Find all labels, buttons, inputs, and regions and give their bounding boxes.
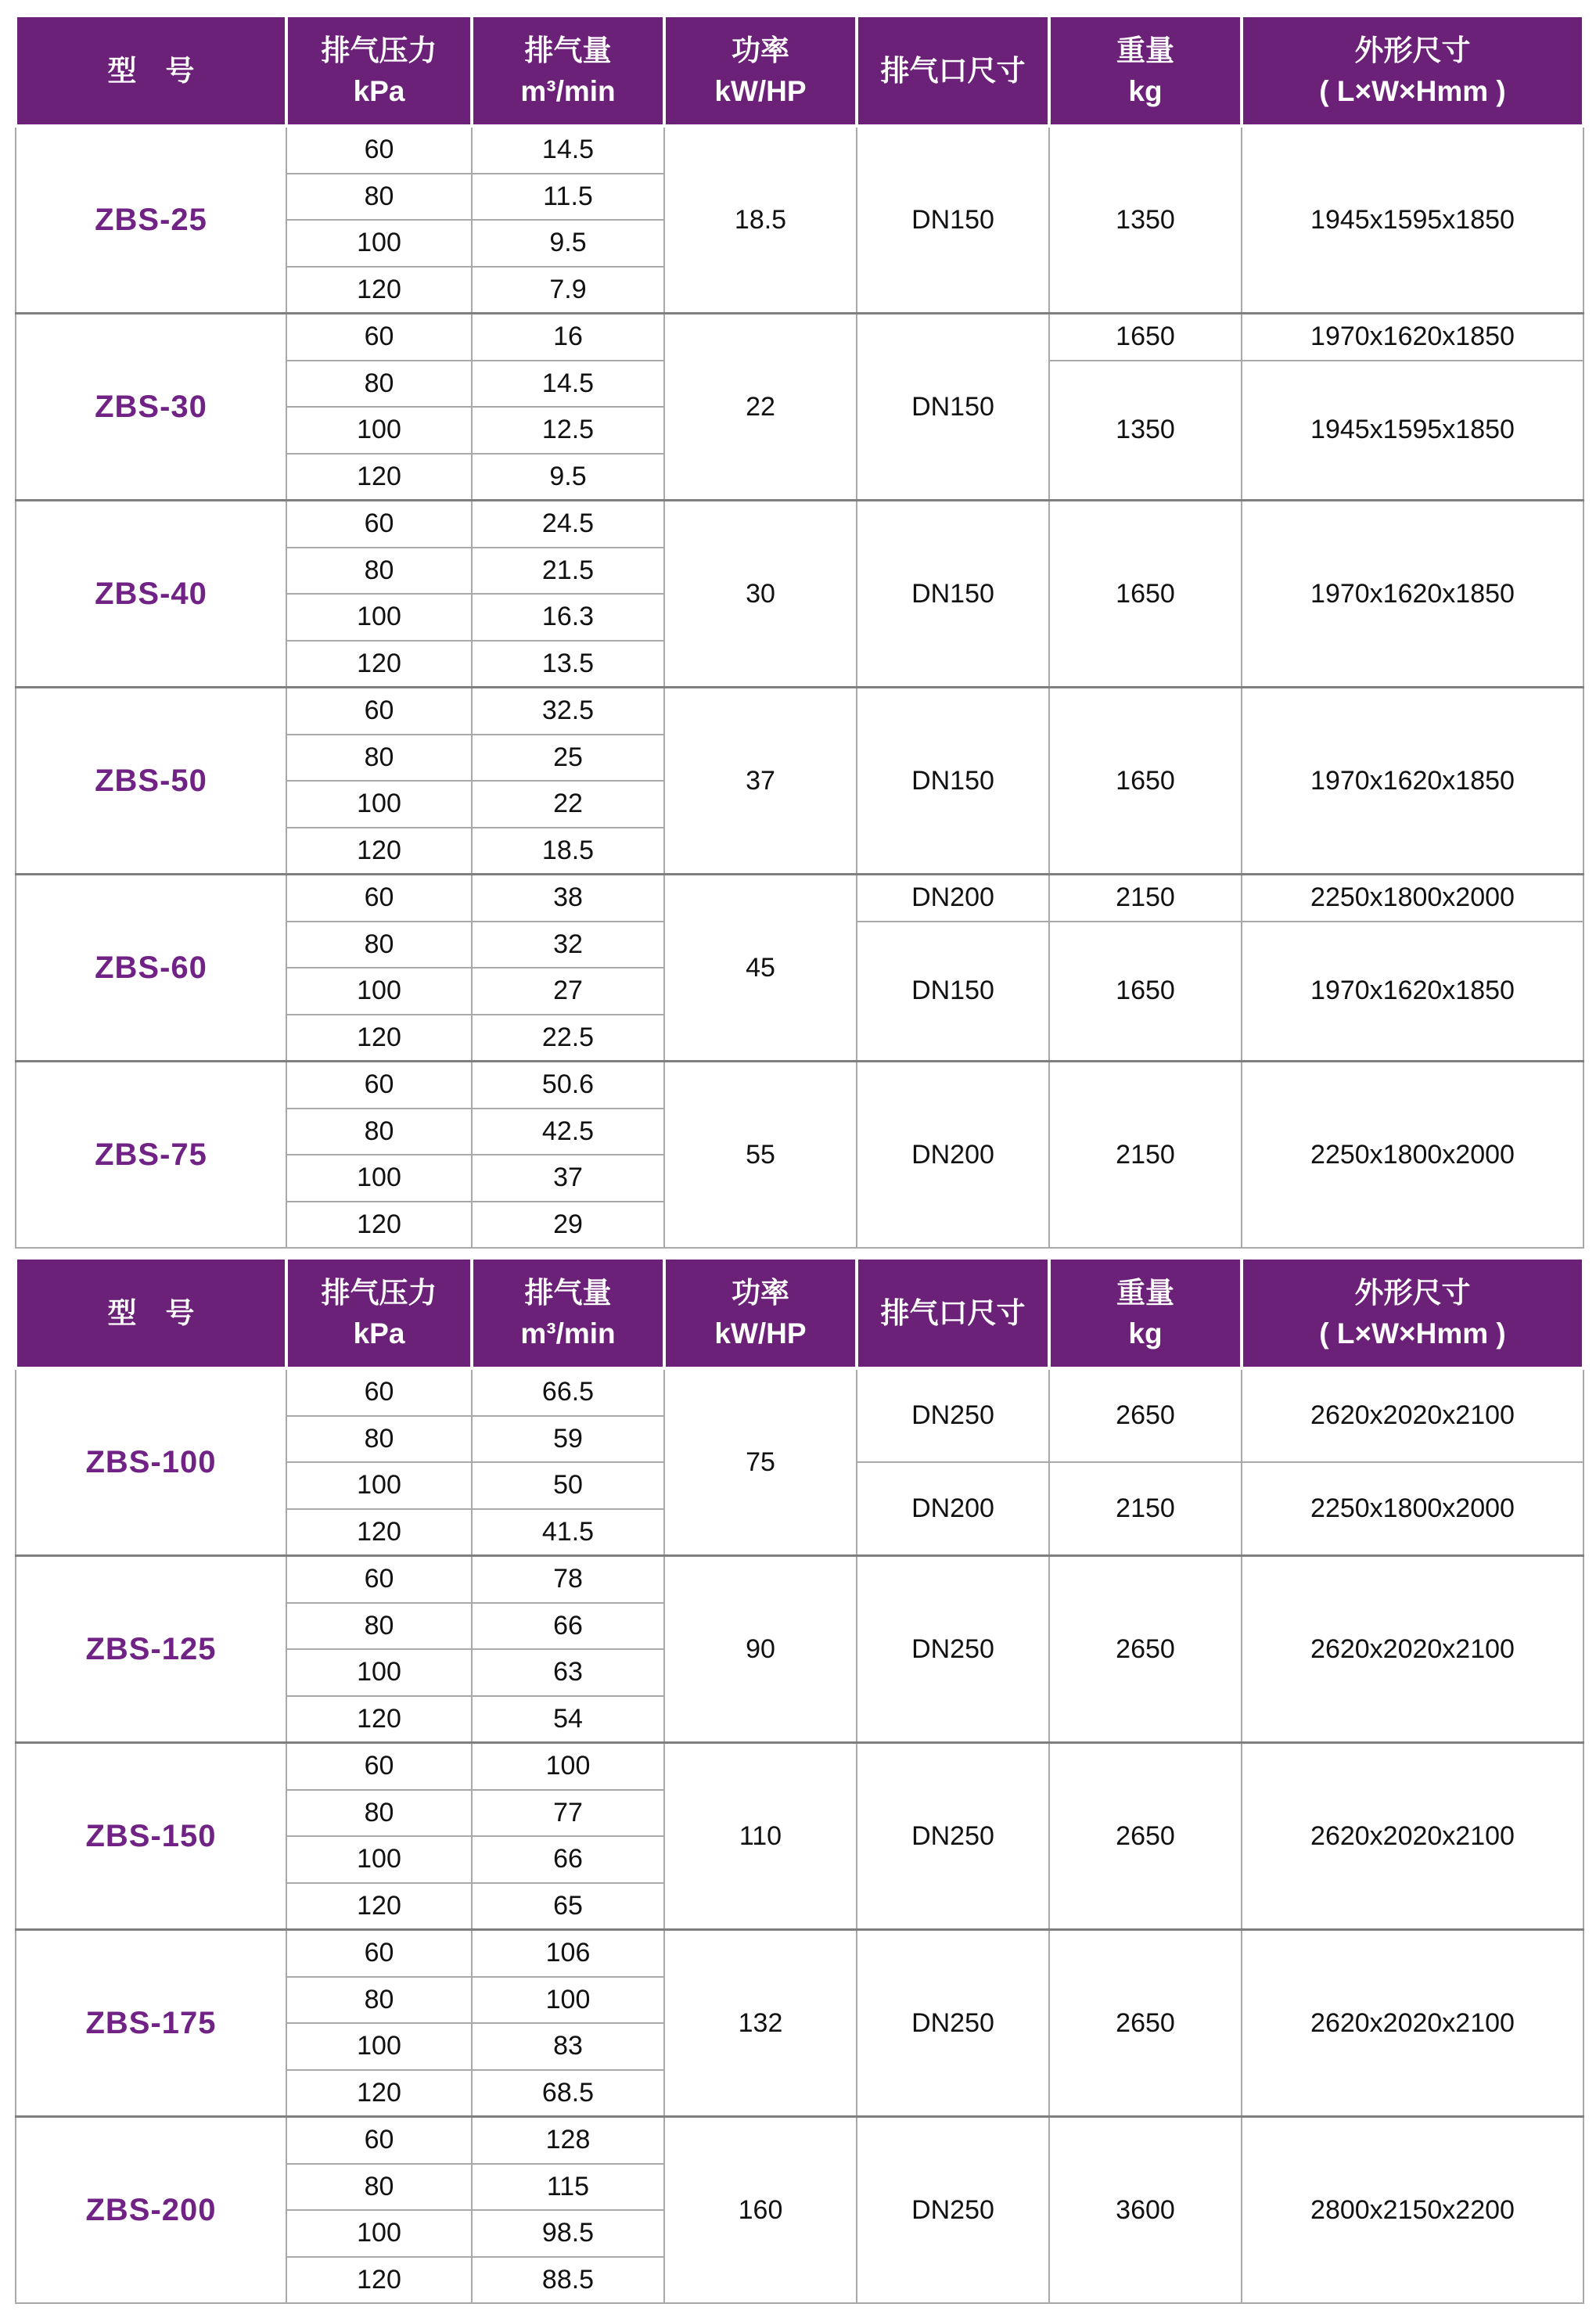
table-row [16, 2117, 1583, 2164]
weight-cell: 2150 [1049, 1062, 1242, 1249]
model-cell: ZBS-75 [16, 1062, 286, 1249]
volume-cell: 18.5 [472, 828, 664, 875]
pressure-cell: 60 [286, 2117, 472, 2164]
model-cell: ZBS-100 [16, 1368, 286, 1556]
dims-cell: 2250x1800x2000 [1242, 1462, 1583, 1556]
pressure-cell: 100 [286, 968, 472, 1015]
pressure-cell: 80 [286, 735, 472, 782]
volume-cell: 100 [472, 1743, 664, 1790]
volume-cell: 21.5 [472, 548, 664, 595]
dims-cell: 1970x1620x1850 [1242, 501, 1583, 688]
pressure-cell: 120 [286, 1509, 472, 1556]
pressure-cell: 100 [286, 220, 472, 267]
pressure-cell: 120 [286, 267, 472, 314]
volume-cell: 16.3 [472, 594, 664, 641]
dims-cell: 2800x2150x2200 [1242, 2117, 1583, 2304]
port-cell: DN250 [857, 1556, 1049, 1743]
table-row [16, 1930, 1583, 1977]
pressure-cell: 80 [286, 2164, 472, 2211]
pressure-cell: 80 [286, 1109, 472, 1155]
power-cell: 30 [664, 501, 857, 688]
dims-cell: 2250x1800x2000 [1242, 1062, 1583, 1249]
weight-cell: 2650 [1049, 1556, 1242, 1743]
weight-cell: 2150 [1049, 875, 1242, 922]
table-row [16, 1368, 1583, 1416]
pressure-cell: 80 [286, 1790, 472, 1837]
pressure-cell: 80 [286, 548, 472, 595]
pressure-cell: 100 [286, 1462, 472, 1509]
pressure-cell: 100 [286, 2210, 472, 2257]
port-cell: DN250 [857, 1743, 1049, 1930]
pressure-cell: 120 [286, 828, 472, 875]
spec-table-lower [14, 1256, 1585, 2304]
dims-cell: 1945x1595x1850 [1242, 361, 1583, 501]
volume-cell: 42.5 [472, 1109, 664, 1155]
volume-cell: 50.6 [472, 1062, 664, 1109]
dims-cell: 2620x2020x2100 [1242, 1368, 1583, 1462]
volume-cell: 106 [472, 1930, 664, 1977]
pressure-cell: 60 [286, 1368, 472, 1416]
volume-cell: 12.5 [472, 407, 664, 454]
model-cell: ZBS-50 [16, 688, 286, 875]
volume-cell: 14.5 [472, 361, 664, 408]
weight-cell: 2650 [1049, 1930, 1242, 2117]
pressure-cell: 120 [286, 1883, 472, 1930]
table-row [16, 1062, 1583, 1109]
port-cell: DN200 [857, 1062, 1049, 1249]
volume-cell: 14.5 [472, 126, 664, 174]
volume-cell: 83 [472, 2023, 664, 2070]
weight-cell: 1650 [1049, 501, 1242, 688]
power-cell: 37 [664, 688, 857, 875]
column-header-pressure: 排气压力 kPa [286, 1258, 472, 1368]
volume-cell: 68.5 [472, 2070, 664, 2117]
weight-cell: 2650 [1049, 1368, 1242, 1462]
dims-cell: 1970x1620x1850 [1242, 922, 1583, 1062]
column-header-model: 型 号 [16, 16, 286, 126]
power-cell: 132 [664, 1930, 857, 2117]
table-row [16, 501, 1583, 548]
dims-cell: 2620x2020x2100 [1242, 1930, 1583, 2117]
volume-cell: 9.5 [472, 454, 664, 501]
dims-cell: 2620x2020x2100 [1242, 1556, 1583, 1743]
port-cell: DN200 [857, 1462, 1049, 1556]
pressure-cell: 120 [286, 1202, 472, 1249]
power-cell: 75 [664, 1368, 857, 1556]
weight-cell: 2150 [1049, 1462, 1242, 1556]
model-cell: ZBS-150 [16, 1743, 286, 1930]
pressure-cell: 120 [286, 1015, 472, 1062]
volume-cell: 100 [472, 1977, 664, 2024]
model-cell: ZBS-125 [16, 1556, 286, 1743]
volume-cell: 32 [472, 922, 664, 969]
pressure-cell: 60 [286, 501, 472, 548]
volume-cell: 7.9 [472, 267, 664, 314]
dims-cell: 2250x1800x2000 [1242, 875, 1583, 922]
volume-cell: 88.5 [472, 2257, 664, 2304]
weight-cell: 1650 [1049, 314, 1242, 361]
weight-cell: 1350 [1049, 361, 1242, 501]
volume-cell: 9.5 [472, 220, 664, 267]
port-cell: DN150 [857, 688, 1049, 875]
pressure-cell: 100 [286, 1155, 472, 1202]
pressure-cell: 80 [286, 1603, 472, 1650]
pressure-cell: 60 [286, 1743, 472, 1790]
volume-cell: 66.5 [472, 1368, 664, 1416]
pressure-cell: 80 [286, 1977, 472, 2024]
pressure-cell: 120 [286, 2257, 472, 2304]
pressure-cell: 80 [286, 922, 472, 969]
model-cell: ZBS-25 [16, 126, 286, 314]
port-cell: DN200 [857, 875, 1049, 922]
power-cell: 90 [664, 1556, 857, 1743]
table-row [16, 688, 1583, 735]
power-cell: 110 [664, 1743, 857, 1930]
model-cell: ZBS-175 [16, 1930, 286, 2117]
volume-cell: 65 [472, 1883, 664, 1930]
volume-cell: 32.5 [472, 688, 664, 735]
header-row [16, 1258, 1583, 1368]
pressure-cell: 100 [286, 1836, 472, 1883]
pressure-cell: 120 [286, 641, 472, 688]
volume-cell: 22 [472, 781, 664, 828]
power-cell: 18.5 [664, 126, 857, 314]
column-header-weight: 重量 kg [1049, 16, 1242, 126]
volume-cell: 11.5 [472, 174, 664, 221]
weight-cell: 1350 [1049, 126, 1242, 314]
column-header-power: 功率 kW/HP [664, 16, 857, 126]
power-cell: 160 [664, 2117, 857, 2304]
column-header-dims: 外形尺寸 ( L×W×Hmm ) [1242, 16, 1583, 126]
dims-cell: 1970x1620x1850 [1242, 688, 1583, 875]
table-row [16, 314, 1583, 361]
volume-cell: 13.5 [472, 641, 664, 688]
pressure-cell: 80 [286, 1416, 472, 1463]
pressure-cell: 60 [286, 126, 472, 174]
spec-table-upper [14, 14, 1585, 1249]
table-row [16, 1556, 1583, 1603]
volume-cell: 63 [472, 1649, 664, 1696]
volume-cell: 38 [472, 875, 664, 922]
port-cell: DN250 [857, 2117, 1049, 2304]
volume-cell: 16 [472, 314, 664, 361]
pressure-cell: 80 [286, 174, 472, 221]
pressure-cell: 60 [286, 314, 472, 361]
weight-cell: 3600 [1049, 2117, 1242, 2304]
volume-cell: 37 [472, 1155, 664, 1202]
weight-cell: 1650 [1049, 688, 1242, 875]
volume-cell: 77 [472, 1790, 664, 1837]
port-cell: DN250 [857, 1368, 1049, 1462]
model-cell: ZBS-200 [16, 2117, 286, 2304]
header-row [16, 16, 1583, 126]
model-cell: ZBS-60 [16, 875, 286, 1062]
pressure-cell: 120 [286, 454, 472, 501]
volume-cell: 25 [472, 735, 664, 782]
volume-cell: 41.5 [472, 1509, 664, 1556]
pressure-cell: 60 [286, 875, 472, 922]
volume-cell: 78 [472, 1556, 664, 1603]
model-cell: ZBS-30 [16, 314, 286, 501]
column-header-volume: 排气量 m³/min [472, 16, 664, 126]
pressure-cell: 80 [286, 361, 472, 408]
volume-cell: 59 [472, 1416, 664, 1463]
table-row [16, 875, 1583, 922]
pressure-cell: 120 [286, 1696, 472, 1743]
model-cell: ZBS-40 [16, 501, 286, 688]
pressure-cell: 100 [286, 594, 472, 641]
weight-cell: 2650 [1049, 1743, 1242, 1930]
dims-cell: 2620x2020x2100 [1242, 1743, 1583, 1930]
pressure-cell: 60 [286, 1556, 472, 1603]
column-header-weight: 重量 kg [1049, 1258, 1242, 1368]
pressure-cell: 60 [286, 1930, 472, 1977]
pressure-cell: 120 [286, 2070, 472, 2117]
table-row [16, 126, 1583, 174]
port-cell: DN150 [857, 314, 1049, 501]
pressure-cell: 100 [286, 2023, 472, 2070]
weight-cell: 1650 [1049, 922, 1242, 1062]
pressure-cell: 100 [286, 781, 472, 828]
volume-cell: 66 [472, 1603, 664, 1650]
column-header-dims: 外形尺寸 ( L×W×Hmm ) [1242, 1258, 1583, 1368]
column-header-power: 功率 kW/HP [664, 1258, 857, 1368]
volume-cell: 22.5 [472, 1015, 664, 1062]
volume-cell: 24.5 [472, 501, 664, 548]
column-header-model: 型 号 [16, 1258, 286, 1368]
pressure-cell: 60 [286, 1062, 472, 1109]
table-row [16, 1743, 1583, 1790]
power-cell: 22 [664, 314, 857, 501]
dims-cell: 1945x1595x1850 [1242, 126, 1583, 314]
pressure-cell: 100 [286, 407, 472, 454]
volume-cell: 50 [472, 1462, 664, 1509]
port-cell: DN150 [857, 922, 1049, 1062]
column-header-port: 排气口尺寸 [857, 1258, 1049, 1368]
pressure-cell: 100 [286, 1649, 472, 1696]
power-cell: 45 [664, 875, 857, 1062]
volume-cell: 29 [472, 1202, 664, 1249]
volume-cell: 98.5 [472, 2210, 664, 2257]
port-cell: DN150 [857, 126, 1049, 314]
port-cell: DN250 [857, 1930, 1049, 2117]
volume-cell: 66 [472, 1836, 664, 1883]
column-header-volume: 排气量 m³/min [472, 1258, 664, 1368]
dims-cell: 1970x1620x1850 [1242, 314, 1583, 361]
port-cell: DN150 [857, 501, 1049, 688]
pressure-cell: 60 [286, 688, 472, 735]
volume-cell: 27 [472, 968, 664, 1015]
volume-cell: 115 [472, 2164, 664, 2211]
column-header-pressure: 排气压力 kPa [286, 16, 472, 126]
column-header-port: 排气口尺寸 [857, 16, 1049, 126]
volume-cell: 128 [472, 2117, 664, 2164]
power-cell: 55 [664, 1062, 857, 1249]
volume-cell: 54 [472, 1696, 664, 1743]
